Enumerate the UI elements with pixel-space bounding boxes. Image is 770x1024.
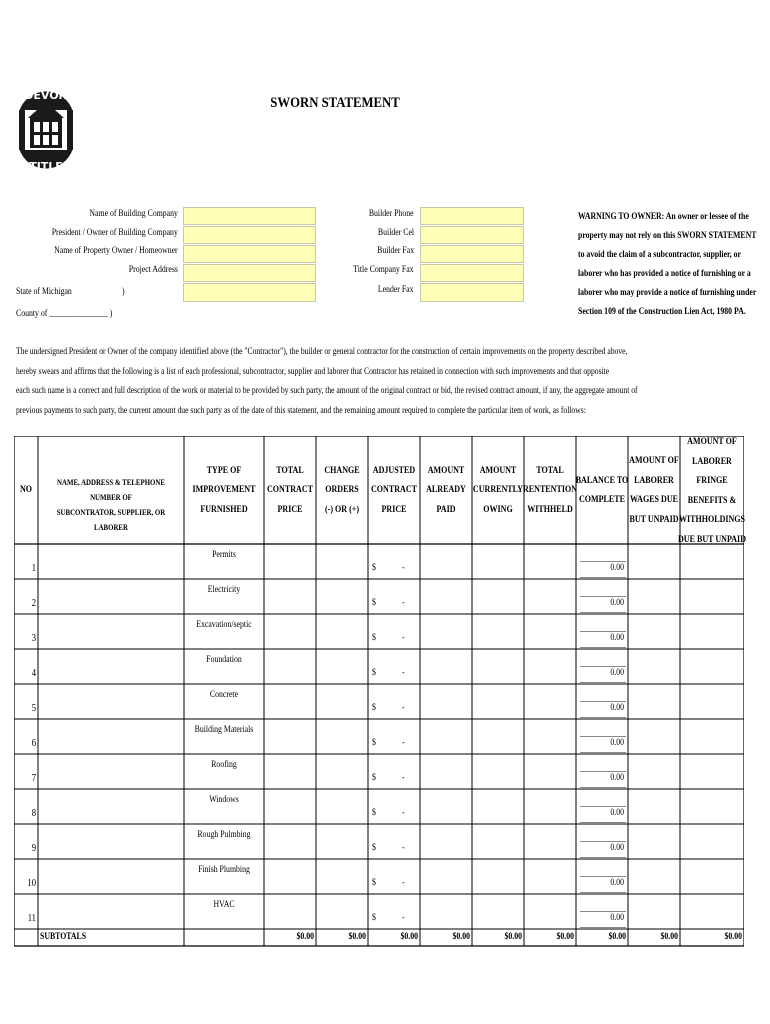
subtotal-value: $0.00 (400, 932, 418, 942)
column-header-balance (572, 471, 631, 510)
column-header-line: AMOUNT (427, 464, 465, 476)
subtotal-value: $0.00 (348, 932, 366, 942)
title-company-fax-field[interactable] (420, 264, 524, 282)
column-header-line: PRICE (277, 503, 303, 515)
improvement-type: Building Materials (194, 725, 254, 735)
column-header-line: CURRENTLY (472, 484, 524, 496)
adjusted-amount-dash: - (402, 598, 405, 608)
building-company-field[interactable] (183, 207, 316, 225)
adjusted-amount-dash: - (402, 773, 405, 783)
logo-bottom-text: TITLE (29, 160, 63, 173)
warning-to-owner (578, 208, 767, 322)
balance-to-complete-value: 0.00 (610, 808, 624, 818)
row-number: 9 (31, 843, 36, 854)
adjusted-dollar-sign: $ (372, 808, 376, 818)
column-header-line: FRINGE (696, 475, 728, 486)
column-header-line: LABORER (634, 474, 674, 486)
row-number: 4 (31, 668, 36, 679)
row-number: 6 (31, 738, 36, 749)
lender-fax-field[interactable] (420, 283, 524, 302)
improvement-type: Windows (209, 795, 239, 805)
column-header-line: ORDERS (325, 484, 359, 496)
column-header-retention (520, 461, 579, 520)
column-header-total (260, 461, 319, 520)
column-header-name (43, 475, 179, 535)
adjusted-amount-dash: - (402, 913, 405, 923)
column-header-laborer (624, 451, 683, 529)
subtotals-label: SUBTOTALS (40, 932, 87, 942)
balance-to-complete-value: 0.00 (610, 738, 624, 748)
improvement-type: Excavation/septic (196, 620, 252, 630)
column-header-line: NO (19, 484, 33, 496)
row-number: 5 (31, 703, 36, 714)
warning-line: laborer who has provided a notice of furnishing or a (578, 269, 751, 279)
improvement-type: HVAC (213, 900, 235, 910)
adjusted-amount-dash: - (402, 738, 405, 748)
adjusted-amount-dash: - (402, 563, 405, 573)
adjusted-dollar-sign: $ (372, 878, 376, 888)
president-owner-label: President / Owner of Building Company (51, 228, 178, 238)
column-header-line: PRICE (381, 503, 407, 515)
column-header-line: CONTRACT (371, 484, 417, 496)
subtotal-value: $0.00 (724, 932, 742, 942)
county-label: County of _______________ ) (16, 309, 113, 319)
column-header-line: SUBCONTRATOR, SUPPLIER, OR LABORER (56, 508, 166, 532)
project-address-field-2[interactable] (183, 283, 316, 302)
balance-to-complete-value: 0.00 (610, 563, 624, 573)
subtotal-value: $0.00 (504, 932, 522, 942)
paragraph-line: previous payments to such party, the current amount due such party as of the date of this statement, and the remaining amount required to complete the particular item of work, as follows: (16, 405, 586, 416)
balance-to-complete-value: 0.00 (610, 703, 624, 713)
column-header-adjusted (364, 461, 423, 520)
adjusted-dollar-sign: $ (372, 913, 376, 923)
column-header-line: COMPLETE (579, 494, 625, 505)
builder-cel-label: Builder Cel (377, 228, 414, 238)
improvement-type: Permits (212, 550, 236, 560)
state-label: State of Michigan (16, 287, 72, 297)
column-header-line: DUE BUT UNPAID (677, 533, 746, 545)
warning-line: to avoid the claim of a subcontractor, supplier, or (578, 250, 742, 260)
logo-top-text: DEVON (24, 89, 68, 102)
column-header-line: WAGES DUE (630, 494, 678, 505)
improvement-type: Roofing (211, 760, 237, 770)
warning-line: property may not rely on this SWORN STATEMENT (578, 231, 757, 241)
balance-to-complete-value: 0.00 (610, 668, 624, 678)
column-header-line: (-) OR (+) (324, 503, 360, 515)
builder-phone-label: Builder Phone (369, 209, 414, 219)
paragraph-line: each such name is a correct and full description of the work or material to be provided by such party, the amount of the original contract or bid, the revised contract amount, if any, the aggregate amount of (16, 386, 638, 396)
property-owner-field[interactable] (183, 245, 316, 263)
adjusted-dollar-sign: $ (372, 738, 376, 748)
adjusted-amount-dash: - (402, 878, 405, 888)
subtotal-value: $0.00 (608, 932, 626, 942)
subtotal-value: $0.00 (556, 932, 574, 942)
president-owner-field[interactable] (183, 226, 316, 244)
adjusted-dollar-sign: $ (372, 633, 376, 643)
improvement-type: Rough Pulmbing (197, 830, 251, 840)
adjusted-amount-dash: - (402, 668, 405, 678)
column-header-line: PAID (436, 503, 456, 515)
column-header-line: IMPROVEMENT (192, 484, 256, 496)
state-paren: ) (122, 287, 125, 297)
column-header-line: TOTAL (276, 464, 304, 476)
column-header-line: AMOUNT OF (629, 455, 679, 466)
adjusted-amount-dash: - (402, 808, 405, 818)
column-header-no (8, 480, 44, 500)
warning-line: Section 109 of the Construction Lien Act, 1980 PA. (578, 307, 746, 317)
column-header-line: NAME, ADDRESS & TELEPHONE NUMBER OF (57, 478, 165, 502)
row-number: 11 (27, 913, 36, 924)
adjusted-dollar-sign: $ (372, 563, 376, 573)
adjusted-dollar-sign: $ (372, 773, 376, 783)
column-header-line: TYPE OF (206, 464, 242, 476)
column-header-line: BUT UNPAID (629, 513, 679, 525)
row-number: 8 (31, 808, 36, 819)
balance-to-complete-value: 0.00 (610, 773, 624, 783)
column-header-line: WITHHOLDINGS (678, 514, 746, 525)
subtotal-value: $0.00 (296, 932, 314, 942)
balance-to-complete-value: 0.00 (610, 878, 624, 888)
adjusted-dollar-sign: $ (372, 598, 376, 608)
improvement-type: Electricity (207, 585, 241, 595)
builder-fax-label: Builder Fax (376, 246, 414, 256)
column-header-line: RENTENTION (522, 484, 578, 496)
adjusted-amount-dash: - (402, 703, 405, 713)
lender-fax-label: Lender Fax (378, 285, 414, 295)
column-header-fringe (678, 432, 747, 549)
column-header-line: BENEFITS & (687, 494, 737, 506)
improvement-type: Finish Plumbing (198, 865, 250, 875)
builder-fax-field[interactable] (420, 245, 524, 263)
warning-line: WARNING TO OWNER: An owner or lessee of the (578, 212, 749, 222)
column-header-line: ADJUSTED (372, 464, 416, 476)
subtotal-value: $0.00 (452, 932, 470, 942)
project-address-label: Project Address (128, 265, 178, 275)
column-header-line: ALREADY (426, 484, 466, 496)
balance-to-complete-value: 0.00 (610, 633, 624, 643)
property-owner-label: Name of Property Owner / Homeowner (54, 246, 178, 256)
improvement-type: Concrete (209, 690, 239, 700)
column-header-line: WITHHELD (527, 503, 573, 515)
column-header-line: FURNISHED (200, 503, 248, 515)
devon-title-logo (16, 72, 76, 190)
column-header-line: CHANGE (324, 464, 360, 476)
title-company-fax-label: Title Company Fax (353, 265, 414, 275)
affirmation-paragraph (16, 343, 638, 421)
adjusted-dollar-sign: $ (372, 703, 376, 713)
adjusted-amount-dash: - (402, 843, 405, 853)
column-header-line: LABORER (692, 455, 732, 467)
building-company-label: Name of Building Company (89, 209, 178, 219)
balance-to-complete-value: 0.00 (610, 843, 624, 853)
column-header-line: OWING (483, 503, 513, 515)
subtotal-value: $0.00 (660, 932, 678, 942)
balance-to-complete-value: 0.00 (610, 598, 624, 608)
paragraph-line: hereby swears and affirms that the following is a list of each professional, subcontractor, supplier and laborer that Contractor has retained in connection with such improvements and that opposite (16, 366, 610, 377)
improvement-type: Foundation (206, 655, 242, 665)
row-number: 10 (27, 878, 36, 889)
builder-phone-field[interactable] (420, 207, 524, 225)
adjusted-amount-dash: - (402, 633, 405, 643)
balance-to-complete-value: 0.00 (610, 913, 624, 923)
column-header-already (416, 461, 475, 520)
column-header-line: TOTAL (536, 464, 564, 476)
builder-cel-field[interactable] (420, 226, 524, 244)
adjusted-dollar-sign: $ (372, 668, 376, 678)
row-number: 7 (31, 773, 36, 784)
warning-line: laborer who may provide a notice of furnishing under (578, 288, 757, 298)
paragraph-line: The undersigned President or Owner of the company identified above (the "Contractor"), the builder or general contractor for the construction of certain improvements on the property described above, (16, 347, 628, 357)
column-header-currently (468, 461, 527, 520)
row-number: 1 (31, 563, 36, 574)
column-header-line: AMOUNT OF (687, 436, 737, 447)
column-header-change (312, 461, 371, 520)
row-number: 3 (31, 633, 36, 644)
page-title: SWORN STATEMENT (270, 95, 400, 111)
column-header-type (183, 461, 265, 520)
column-header-line: BALANCE TO (575, 474, 629, 486)
adjusted-dollar-sign: $ (372, 843, 376, 853)
column-header-line: AMOUNT (479, 464, 517, 476)
project-address-field[interactable] (183, 264, 316, 282)
row-number: 2 (31, 598, 36, 609)
column-header-line: CONTRACT (267, 484, 313, 496)
